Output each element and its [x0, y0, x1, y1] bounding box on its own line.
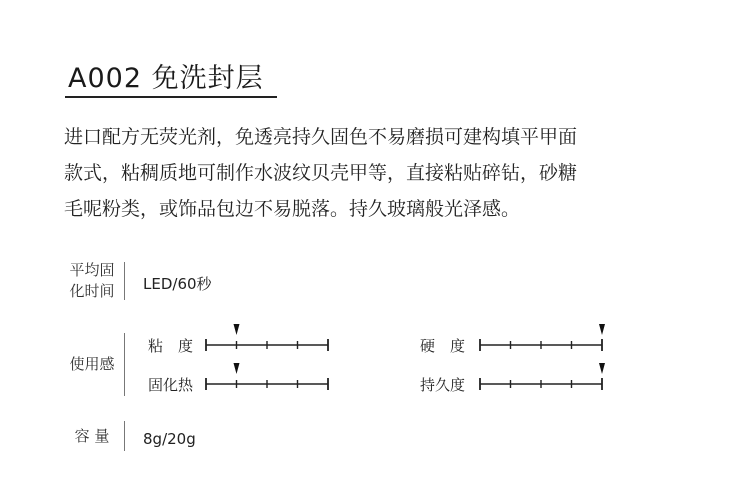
cure-time-label-line1: 平均固	[69, 261, 115, 279]
cure-time-label-line2: 化时间	[69, 282, 115, 300]
cure-time-label	[62, 260, 122, 302]
viscosity-scale	[203, 322, 333, 354]
scale-marker	[234, 324, 240, 335]
hardness-scale	[477, 322, 607, 354]
product-title: A002 免洗封层	[68, 63, 264, 94]
product-description	[64, 119, 704, 227]
description-line: 款式，粘稠质地可制作水波纹贝壳甲等，直接粘贴碎钻，砂糖	[64, 162, 578, 184]
curing-heat-scale	[203, 361, 333, 393]
description-line: 毛呢粉类，或饰品包边不易脱落。持久玻璃般光泽感。	[64, 198, 521, 220]
curing-heat-label: 固化热	[148, 376, 194, 394]
viscosity-label: 粘 度	[148, 337, 194, 355]
scale-marker	[599, 363, 605, 374]
usage-label: 使用感	[69, 355, 115, 373]
durability-label: 持久度	[420, 376, 466, 394]
capacity-value: 8g/20g	[143, 430, 196, 448]
capacity-label: 容 量	[74, 427, 110, 445]
title-underline	[65, 96, 277, 98]
durability-scale	[477, 361, 607, 393]
usage-divider	[124, 333, 125, 396]
hardness-label: 硬 度	[420, 337, 466, 355]
scale-marker	[599, 324, 605, 335]
capacity-divider	[124, 421, 125, 451]
scale-marker	[234, 363, 240, 374]
cure-time-divider	[124, 262, 125, 300]
description-line: 进口配方无荧光剂，免透亮持久固色不易磨损可建构填平甲面	[64, 126, 578, 148]
cure-time-value: LED/60秒	[143, 275, 212, 293]
